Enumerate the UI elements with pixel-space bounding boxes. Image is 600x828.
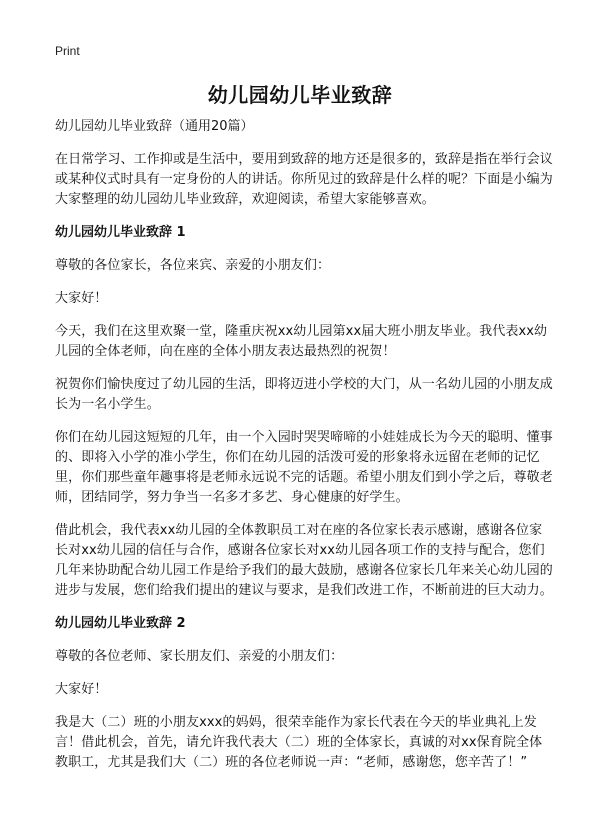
section-paragraph: 大家好！ <box>55 682 108 697</box>
section-paragraph: 大家好！ <box>55 291 108 306</box>
intro-paragraph: 在日常学习、工作抑或是生活中，要用到致辞的地方还是很多的，致辞是指在举行会议或某种仪式时具有一定身份的人的讲话。你所见过的致辞是什么样的呢？下面是小编为大家整理的幼儿园幼儿毕业致辞，欢迎阅读，希望大家能够喜欢。 <box>55 152 553 207</box>
section-heading: 幼儿园幼儿毕业致辞 2 <box>55 616 186 631</box>
section-paragraph: 祝贺你们愉快度过了幼儿园的生活，即将迈进小学校的大门，从一名幼儿园的小朋友成长为一名小学生。 <box>55 377 553 412</box>
print-link[interactable]: Print <box>55 44 80 58</box>
document-subtitle: 幼儿园幼儿毕业致辞（通用20篇） <box>55 119 254 134</box>
document-title: 幼儿园幼儿毕业致辞 <box>207 83 393 107</box>
section-heading: 幼儿园幼儿毕业致辞 1 <box>55 225 186 240</box>
section-paragraph: 借此机会，我代表xx幼儿园的全体教职员工对在座的各位家长表示感谢，感谢各位家长对xx幼儿园的信任与合作，感谢各位家长对xx幼儿园各项工作的支持与配合，您们几年来协助配合幼儿园工作是给予我们的最大鼓励，感谢各位家长几年来关心幼儿园的进步与发展，您们给我们提出的建议与要求，是我们改进工作，不断前进的巨大动力。 <box>55 523 553 598</box>
section-paragraph: 尊敬的各位老师、家长朋友们、亲爱的小朋友们： <box>55 649 344 664</box>
section-paragraph: 我是大（二）班的小朋友xxx的妈妈，很荣幸能作为家长代表在今天的毕业典礼上发言！借此机会，首先，请允许我代表大（二）班的全体家长，真诚的对xx保育院全体教职工，尤其是我们大（二）班的各位老师说一声：“老师，感谢您，您辛苦了！” <box>55 715 543 770</box>
section-paragraph: 今天，我们在这里欢聚一堂，隆重庆祝xx幼儿园第xx届大班小朋友毕业。我代表xx幼儿园的全体老师，向在座的全体小朋友表达最热烈的祝贺！ <box>55 324 548 359</box>
section-paragraph: 你们在幼儿园这短短的几年，由一个入园时哭哭啼啼的小娃娃成长为今天的聪明、懂事的、即将入小学的准小学生，你们在幼儿园的活泼可爱的形象将永远留在老师的记忆里，你们那些童年趣事将是老师永远说不完的话题。希望小朋友们到小学之后，尊敬老师，团结同学，努力争当一名多才多艺、身心健康的好学生。 <box>55 430 553 505</box>
section-paragraph: 尊敬的各位家长，各位来宾、亲爱的小朋友们： <box>55 258 331 273</box>
document-body <box>55 117 555 786</box>
